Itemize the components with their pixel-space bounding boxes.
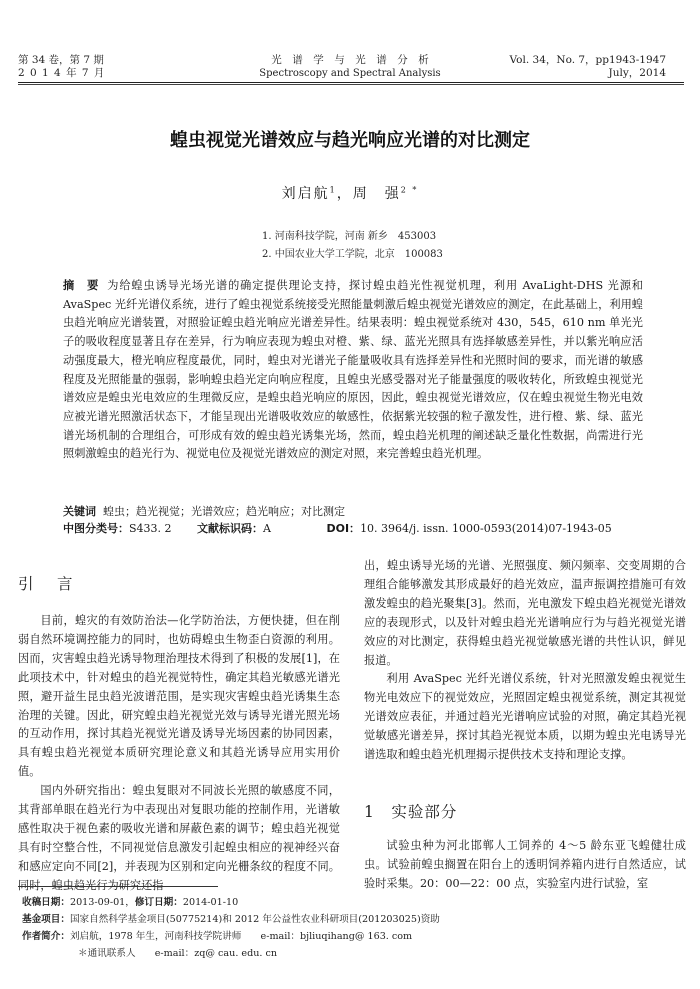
abstract-text: 为给蝗虫诱导光场光谱的确定提供理论支持，探讨蝗虫趋光性视觉机理，利用 AvaLight-DHS 光源和 AvaSpec 光纤光谱仪系统，进行了蝗虫视觉系统接受光照能量刺激后蝗虫视觉光谱效应的测定，在此基础上，利用蝗虫趋光响应光谱装置，对照验证蝗虫趋光响应光谱差异性。结果表明：蝗虫视觉系统对 430，545，610 nm 单光光子的吸收程度显著且存在差异，行为响应表现为蝗虫对橙、紫、绿、蓝光光照具有选择敏感差异性，并以紫光响应活动强度最大，橙光响应程度最优，同时，蝗虫对光谱光子能量吸收具有选择差异性和光照时间的要求，而光谱的敏感程度及光照能量的强弱，影响蝗虫趋光定向响应程度，且蝗虫光感受器对光子能量强度的吸收转化，所致蝗虫视觉光谱效应是蝗虫光电效应的生理微反应，是蝗虫趋光响应的原因，因此，蝗虫视觉光谱效应，仅在蝗虫视觉生物光电效应被光谱光照激活状态下，才能呈现出光谱吸收效应的敏感性，依据紫光较强的粒子激发性，进行橙、紫、绿、蓝光谱光场机制的合理组合，可形成有效的蝗虫趋光诱集光场，然而，蝗虫趋光机理的阐述缺乏量化性数据，尚需进行光照刺激蝗虫的趋光行为、视觉电位及视觉光谱效应的测定对照，来完善蝗虫趋光机理。	[63, 279, 643, 461]
paper-title: 蝗虫视觉光谱效应与趋光响应光谱的对比测定	[170, 130, 530, 151]
journal-title-en: Spectroscopy and Spectral Analysis	[259, 68, 441, 79]
section-1-heading: 1 实验部分	[364, 803, 458, 821]
journal-title-cn: 光 谱 学 与 光 谱 分 析	[271, 54, 429, 66]
fund-text: 国家自然科学基金项目(50775214)和 2012 年公益性农业科研项目(201203025)资助	[69, 914, 440, 925]
left-column	[18, 612, 340, 896]
dates-line	[22, 894, 440, 911]
author-1: 刘启航	[281, 186, 330, 202]
classification-line	[63, 521, 663, 537]
doc-code-value: A	[263, 522, 271, 535]
issue-month: July，2014	[608, 67, 666, 79]
header-rule	[18, 82, 684, 83]
volume-issue: 第 34 卷，第 7 期	[18, 54, 104, 66]
footnote-rule	[18, 886, 218, 887]
publication-date: 2 0 1 4 年 7 月	[18, 67, 106, 79]
keywords-text: 蝗虫；趋光视觉；光谱效应；趋光响应；对比测定	[103, 505, 345, 518]
abstract-label: 摘 要	[63, 279, 100, 292]
section-1-paragraph-1: 试验虫种为河北邯郸人工饲养的 4～5 龄东亚飞蝗健壮成虫。试验前蝗虫搁置在阳台上的透明饲养箱内进行自然适应，试验时采集。20：00—22：00 点，实验室内进行试验，室	[364, 839, 686, 890]
intro-paragraph-3: 出，蝗虫诱导光场的光谱、光照强度、频闪频率、交变周期的合理组合能够激发其形成最好的趋光效应，温声振调控措施可有效激发蝗虫的趋光聚集[3]。然而，光电激发下蝗虫趋光视觉光谱效应的表现形式，以及针对蝗虫趋光光谱响应行为与趋光视觉光谱效应的对比测定，获得蝗虫趋光视觉敏感光谱的共性认识，鲜见报道。	[364, 559, 686, 667]
author-2-affil: 2 *	[400, 185, 419, 195]
author-bio-label: 作者简介：	[22, 931, 70, 942]
section-1-body	[364, 837, 686, 894]
fund-label: 基金项目：	[22, 914, 70, 925]
author-2: 周 强	[352, 186, 401, 202]
intro-paragraph-4: 利用 AvaSpec 光纤光谱仪系统，针对光照激发蝗虫视觉生物光电效应下的视觉效应，光照固定蝗虫视觉系统，测定其视觉光谱效应表征，并通过趋光光谱响应试验的对照，确定其趋光视觉敏感光谱差异，探讨其趋光视觉本质，以期为蝗虫光电诱导光谱选取和蝗虫趋光机理揭示提供技术支持和理论支撑。	[364, 672, 686, 762]
intro-heading: 引 言	[18, 575, 77, 593]
footnotes	[22, 894, 440, 962]
revised-date: 2014-01-10	[182, 897, 239, 908]
clc-value: S433. 2	[129, 522, 172, 535]
journal-page-info	[510, 54, 666, 80]
author-separator: ，	[336, 186, 353, 202]
revised-label: 修订日期：	[134, 897, 183, 908]
doc-code-label: 文献标识码：	[197, 522, 264, 535]
affiliations	[262, 228, 443, 264]
corresponding-author-line: ＊通讯联系人 e-mail：zq@ cau. edu. cn	[78, 948, 278, 959]
volume-pages: Vol. 34，No. 7，pp1943-1947	[509, 54, 666, 66]
abstract	[63, 277, 643, 464]
doi-value: 10. 3964/j. issn. 1000-0593(2014)07-1943-05	[360, 522, 612, 535]
affiliation-1: 1. 河南科技学院，河南 新乡 453003	[262, 231, 437, 242]
author-1-affil: 1	[329, 185, 337, 195]
clc-label: 中图分类号：	[63, 522, 129, 535]
doi-label: DOI：	[326, 522, 361, 535]
author-bio-line	[22, 928, 440, 945]
keywords-label: 关键词	[63, 505, 96, 518]
received-label: 收稿日期：	[22, 897, 70, 908]
fund-line	[22, 911, 440, 928]
affiliation-2: 2. 中国农业大学工学院，北京 100083	[262, 249, 443, 260]
author-line	[0, 183, 700, 203]
keywords	[63, 504, 345, 520]
intro-paragraph-2: 国内外研究指出：蝗虫复眼对不同波长光照的敏感度不同，其背部单眼在趋光行为中表现出对复眼功能的控制作用，光谱敏感性取决于视色素的吸收光谱和屏蔽色素的调节；蝗虫趋光视觉具有时空整合性，不同视觉信息激发引起蝗虫相应的视神经兴奋和感应定向不同[2]，并表现为区别和定向光栅条纹的程度不同。同时，蝗虫趋光行为研究还指	[18, 784, 340, 892]
author-bio-text: 刘启航，1978 年生，河南科技学院讲师 e-mail：bjliuqihang@ 163. com	[69, 931, 413, 942]
intro-paragraph-1: 目前，蝗灾的有效防治法—化学防治法，方便快捷，但在削弱自然环境调控能力的同时，也妨碍蝗虫生物歪白资源的利用。因而，灾害蝗虫趋光诱导物理治理技术得到了积极的发展[1]，在此项技术中，针对蝗虫的趋光视觉特性，确定其趋光敏感光谱光照，避开益生昆虫趋光波谱范围，是实现灾害蝗虫趋光诱集生态治理的关键。因此，研究蝗虫趋光视觉光效与诱导光谱光照光场的互动作用，探讨其趋光视觉光谱及诱导光场因素的协同因素，具有蝗虫趋光视觉本质研究理论意义和其趋光诱导应用实用价值。	[18, 614, 340, 779]
header-rule-thin	[18, 84, 684, 85]
right-column	[364, 557, 686, 765]
received-date: 2013-09-01，	[69, 897, 135, 908]
